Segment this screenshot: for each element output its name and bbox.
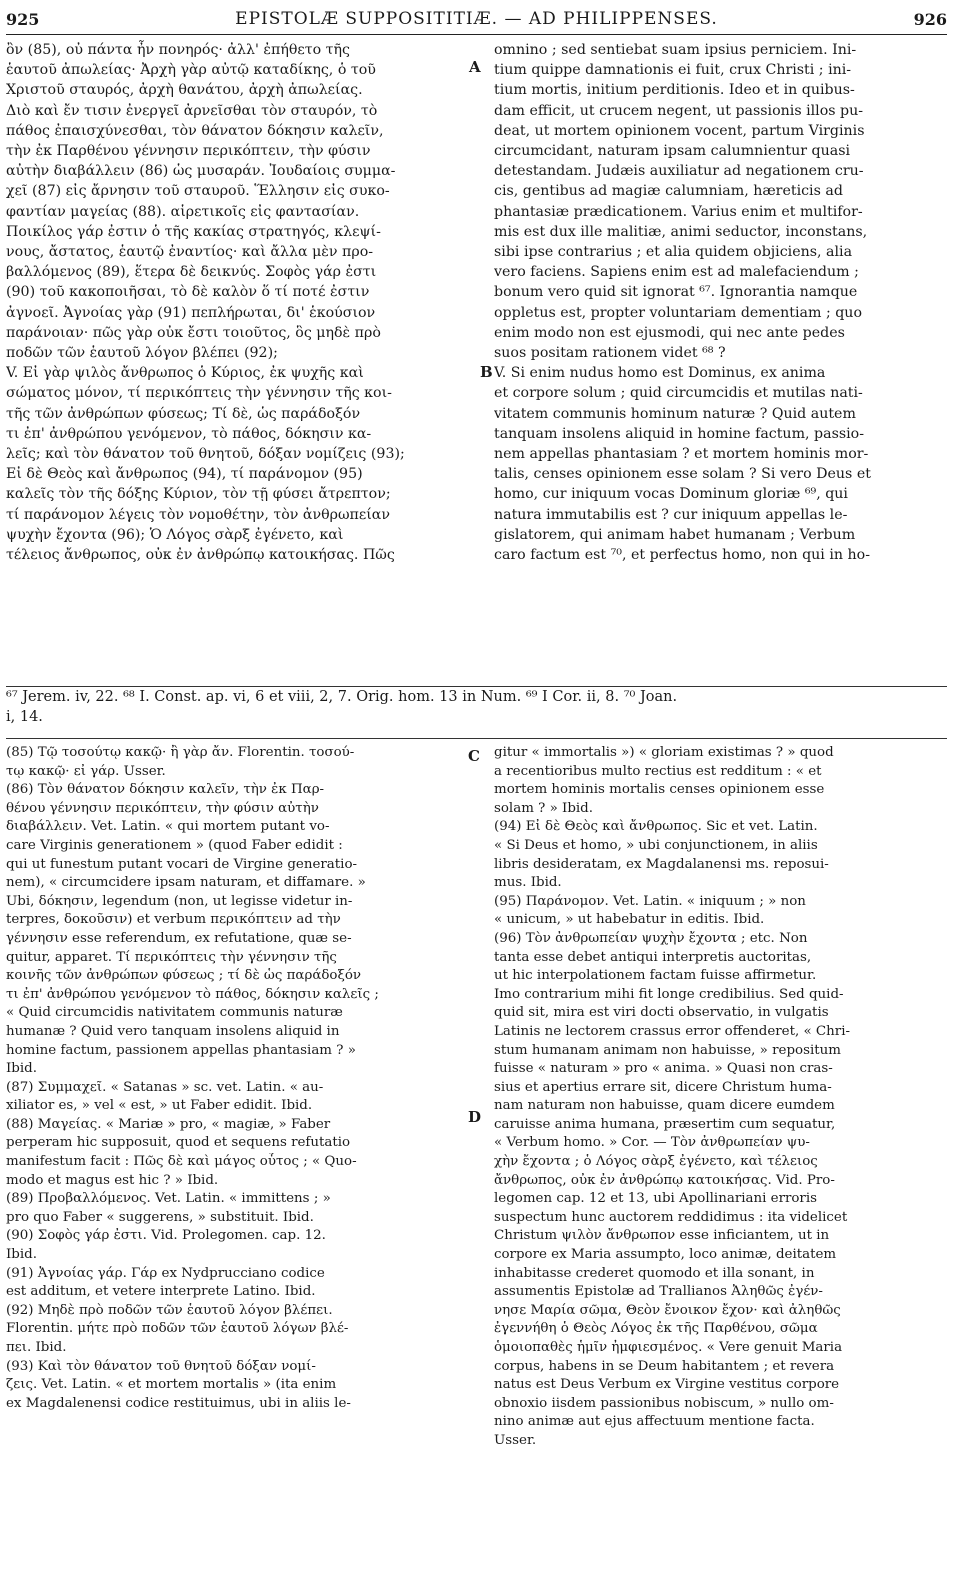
- greek-text-line: τί παράνομον λέγεις τὸν νομοθέτην, τὸν ἀνθρωπείαν: [6, 506, 390, 523]
- note-line: perperam hic supposuit, quod et sequens refutatio: [6, 1135, 351, 1151]
- greek-text-line: αὐτὴν διαβάλλειν (86) ὡς μυσαράν. Ἰουδαίοις συμμα-: [6, 163, 396, 180]
- note-line: (88) Μαγείας. « Mariæ » pro, « magiæ, » Faber: [6, 1116, 331, 1132]
- note-line: κοινῆς τῶν ἀνθρώπων φύσεως ; τί δὲ ὡς παράδοξόν: [6, 968, 362, 984]
- greek-text-line: καλεῖς τὸν τῆς δόξης Κύριον, τὸν τῇ φύσει ἄτρεπτον;: [6, 486, 391, 503]
- note-line: sius et apertius errare sit, dicere Christum huma-: [494, 1079, 832, 1095]
- running-header: [6, 4, 947, 35]
- note-line: corpus, habens in se Deum habitantem ; et revera: [494, 1358, 835, 1374]
- greek-text-line: ἀγνοεῖ. Ἀγνοίας γὰρ (91) πεπλήρωται, δι' ἑκούσιον: [6, 304, 376, 321]
- note-line: a recentioribus multo rectius est redditum : « et: [494, 763, 822, 779]
- note-line: Usser.: [494, 1432, 537, 1448]
- note-line: est additum, et vetere interprete Latino. Ibid.: [6, 1284, 316, 1300]
- latin-text-line: sibi ipse contrarius ; et alia quidem objiciens, alia: [494, 244, 853, 261]
- note-line: manifestum facit : Πῶς δὲ καὶ μάγος οὗτος ; « Quo-: [6, 1154, 357, 1170]
- note-line: pro quo Faber « suggerens, » substituit. Ibid.: [6, 1209, 314, 1225]
- greek-text-line: βαλλόμενος (89), ἕτερα δὲ δεικνύς. Σοφὸς γάρ ἐστι: [6, 264, 377, 281]
- latin-text-line: phantasiæ prædicationem. Varius enim et multifor-: [494, 203, 863, 220]
- latin-text-line: gislatorem, qui animam habet humanam ; Verbum: [494, 526, 856, 543]
- note-line: (92) Μηδὲ πρὸ ποδῶν τῶν ἑαυτοῦ λόγον βλέπει.: [6, 1302, 333, 1318]
- margin-letter-c: C: [468, 747, 480, 765]
- note-line: obnoxio iisdem passionibus nobiscum, » nullo om-: [494, 1395, 834, 1411]
- note-line: (85) Τῷ τοσούτῳ κακῷ· ἢ γὰρ ἄν. Florentin. τοσού-: [6, 745, 355, 760]
- scripture-references: [6, 686, 947, 731]
- note-line: Imo contrarium mihi fit longe credibilius. Sed quid-: [494, 986, 844, 1002]
- greek-text-line: Εἰ δὲ Θεὸς καὶ ἄνθρωπος (94), τί παράνομον (95): [6, 466, 363, 483]
- reference-line: i, 14.: [6, 709, 43, 725]
- greek-text-line: ἑαυτοῦ ἀπωλείας· Ἀρχὴ γὰρ αὐτῷ καταδίκης, ὁ τοῦ: [6, 62, 376, 79]
- latin-text-line: circumcidant, naturam ipsam calumnientur quasi: [494, 143, 851, 160]
- greek-text-line: παράνοιαν· πῶς γὰρ οὐκ ἔστι τοιοῦτος, ὃς μηδὲ πρὸ: [6, 324, 381, 341]
- note-line: quid sit, mira est viri docti observatio, in vulgatis: [494, 1005, 829, 1021]
- greek-text-line: τῆς τῶν ἀνθρώπων φύσεως; Τί δὲ, ὡς παράδοξόν: [6, 405, 361, 422]
- note-line: inhabitasse crederet quomodo et illa sonant, in: [494, 1265, 815, 1281]
- note-line: libris desideratam, ex Magdalanensi ms. reposui-: [494, 856, 829, 872]
- note-line: ut hic interpolationem factam fuisse affirmetur.: [494, 968, 817, 984]
- greek-text-line: τι ἐπ' ἀνθρώπου γενόμενον, τὸ πάθος, δόκησιν κα-: [6, 425, 372, 442]
- note-line: ex Magdalenensi codice restituimus, ubi in aliis le-: [6, 1395, 351, 1411]
- note-line: « Si Deus et homo, » ubi conjunctionem, in aliis: [494, 837, 818, 853]
- note-line: nem), « circumcidere ipsam naturam, et diffamare. »: [6, 875, 366, 891]
- note-line: homine factum, passionem appellas phantasiam ? »: [6, 1042, 356, 1058]
- latin-text-line: natura immutabilis est ? cur iniquum appellas le-: [494, 506, 848, 523]
- latin-text-line: tium quippe damnationis ei fuit, crux Christi ; ini-: [494, 62, 852, 79]
- greek-text-column: [6, 40, 464, 565]
- notes-right-column: [494, 744, 944, 1584]
- note-line: solam ? » Ibid.: [494, 800, 594, 816]
- note-line: caruisse anima humana, præsertim cum sequatur,: [494, 1116, 836, 1132]
- margin-letter-a: A: [469, 58, 481, 76]
- greek-text-line: νους, ἄστατος, ἑαυτῷ ἐναντίος· καὶ ἄλλα μὲν προ-: [6, 244, 374, 261]
- greek-text-line: Χριστοῦ σταυρός, ἀρχὴ θανάτου, ἀρχὴ ἀπωλείας.: [6, 82, 363, 99]
- note-line: (96) Τὸν ἀνθρωπείαν ψυχὴν ἔχοντα ; etc. Non: [494, 930, 808, 946]
- note-line: ἄνθρωπος, οὐκ ἐν ἀνθρώπῳ κατοικήσας. Vid. Pro-: [494, 1172, 835, 1188]
- note-line: mus. Ibid.: [494, 875, 562, 891]
- note-line: Ibid.: [6, 1061, 37, 1077]
- note-line: τῳ κακῷ· εἰ γάρ. Usser.: [6, 763, 166, 779]
- note-line: θένου γέννησιν περικόπτειν, τὴν φύσιν αὐτὴν: [6, 800, 319, 816]
- greek-text-line: τὴν ἐκ Παρθένου γέννησιν περικόπτειν, τὴν φύσιν: [6, 143, 371, 160]
- note-line: mortem hominis mortalis censes opinionem esse: [494, 782, 825, 798]
- note-line: (89) Προβαλλόμενος. Vet. Latin. « immittens ; »: [6, 1191, 331, 1207]
- note-line: (94) Εἰ δὲ Θεὸς καὶ ἄνθρωπος. Sic et vet. Latin.: [494, 819, 818, 835]
- note-line: Latinis ne lectorem crassus error offenderet, « Chri-: [494, 1023, 851, 1039]
- note-line: (91) Ἀγνοίας γάρ. Γάρ ex Nydprucciano codice: [6, 1265, 325, 1281]
- note-line: Christum ψιλὸν ἄνθρωπον esse inficiantem, ut in: [494, 1228, 830, 1244]
- note-line: διαβάλλειν. Vet. Latin. « qui mortem putant vo-: [6, 819, 330, 835]
- note-line: natus est Deus Verbum ex Virgine vestitus corpore: [494, 1377, 840, 1393]
- greek-text-line: Ποικίλος γάρ ἐστιν ὁ τῆς κακίας στρατηγός, κλεψί-: [6, 223, 381, 240]
- margin-letter-b: B: [480, 363, 493, 381]
- latin-text-line: detestandam. Judæis auxiliatur ad negationem cru-: [494, 163, 864, 180]
- note-line: γέννησιν esse referendum, ex refutatione, quæ se-: [6, 930, 352, 946]
- latin-text-line: caro factum est ⁷⁰, et perfectus homo, non qui in ho-: [494, 547, 871, 564]
- note-line: χὴν ἔχοντα ; ὁ Λόγος σὰρξ ἐγένετο, καὶ τέλειος: [494, 1154, 818, 1170]
- note-line: gitur « immortalis ») « gloriam existimas ? » quod: [494, 745, 834, 760]
- reference-line: ⁶⁷ Jerem. iv, 22. ⁶⁸ I. Const. ap. vi, 6 et viii, 2, 7. Orig. hom. 13 in Num. ⁶⁹ I Cor. ii, 8. ⁷⁰ Joan.: [6, 689, 678, 705]
- greek-text-line: ψυχὴν ἔχοντα (96); Ὁ Λόγος σὰρξ ἐγένετο, καὶ: [6, 526, 344, 543]
- note-line: (93) Καὶ τὸν θάνατον τοῦ θνητοῦ δόξαν νομί-: [6, 1358, 316, 1374]
- note-line: « Verbum homo. » Cor. — Τὸν ἀνθρωπείαν ψυ-: [494, 1135, 810, 1151]
- note-line: xiliator es, » vel « est, » ut Faber edidit. Ibid.: [6, 1098, 313, 1114]
- latin-text-line: vero faciens. Sapiens enim est ad malefaciendum ;: [494, 264, 859, 281]
- latin-text-line: suos positam rationem videt ⁶⁸ ?: [494, 345, 726, 362]
- right-page-number: 926: [913, 9, 947, 29]
- note-line: τι ἐπ' ἀνθρώπου γενόμενον τὸ πάθος, δόκησιν καλεῖς ;: [6, 986, 379, 1002]
- note-line: νησε Μαρία σῶμα, Θεὸν ἔνοικον ἔχον· καὶ ἀληθῶς: [494, 1302, 841, 1318]
- latin-text-line: oppletus est, propter voluntariam dementiam ; quo: [494, 304, 862, 321]
- latin-text-line: nem appellas phantasiam ? et mortem hominis mor-: [494, 446, 869, 463]
- latin-text-line: cis, gentibus ad magiæ calumniam, hæreticis ad: [494, 183, 843, 200]
- note-line: (90) Σοφὸς γάρ ἐστι. Vid. Prolegomen. cap. 12.: [6, 1228, 326, 1244]
- note-line: (95) Παράνομον. Vet. Latin. « iniquum ; » non: [494, 893, 806, 909]
- note-line: ἐγεννήθη ὁ Θεὸς Λόγος ἐκ τῆς Παρθένου, σῶμα: [494, 1321, 818, 1337]
- latin-text-line: talis, censes opinionem esse solam ? Si vero Deus et: [494, 466, 871, 483]
- latin-text-line: et corpore solum ; quid circumcidis et mutilas nati-: [494, 385, 863, 402]
- note-line: πει. Ibid.: [6, 1340, 67, 1355]
- greek-text-line: λεῖς; καὶ τὸν θάνατον τοῦ θνητοῦ, δόξαν νομίζεις (93);: [6, 446, 405, 463]
- greek-text-line: Διὸ καὶ ἔν τισιν ἐνεργεῖ ἀρνεῖσθαι τὸν σταυρόν, τὸ: [6, 102, 378, 119]
- greek-text-line: (90) τοῦ κακοποιῆσαι, τὸ δὲ καλὸν ὅ τί ποτέ ἐστιν: [6, 284, 370, 301]
- note-line: ζεις. Vet. Latin. « et mortem mortalis » (ita enim: [6, 1377, 337, 1393]
- note-line: care Virginis generationem » (quod Faber edidit :: [6, 837, 343, 853]
- note-line: tanta esse debet antiqui interpretis auctoritas,: [494, 949, 812, 965]
- greek-text-line: V. Εἰ γὰρ ψιλὸς ἄνθρωπος ὁ Κύριος, ἐκ ψυχῆς καὶ: [6, 365, 364, 382]
- latin-text-line: tanquam insolens aliquid in homine factum, passio-: [494, 425, 865, 442]
- note-line: (87) Συμμαχεῖ. « Satanas » sc. vet. Latin. « au-: [6, 1079, 324, 1095]
- latin-text-line: V. Si enim nudus homo est Dominus, ex anima: [494, 365, 826, 382]
- note-line: Ubi, δόκησιν, legendum (non, ut legisse videtur in-: [6, 893, 353, 909]
- note-line: Ibid.: [6, 1247, 37, 1263]
- greek-text-line: τέλειος ἄνθρωπος, οὐκ ἐν ἀνθρώπῳ κατοικήσας. Πῶς: [6, 547, 395, 564]
- note-line: quitur, apparet. Τί περικόπτεις τὴν γέννησιν τῆς: [6, 949, 337, 965]
- note-line: nam naturam non habuisse, quam dicere eumdem: [494, 1098, 835, 1114]
- note-line: (86) Τὸν θάνατον δόκησιν καλεῖν, τὴν ἐκ Παρ-: [6, 782, 325, 798]
- latin-text-line: omnino ; sed sentiebat suam ipsius perniciem. Ini-: [494, 42, 857, 58]
- latin-text-line: deat, ut mortem opinionem vocent, partum Virginis: [494, 122, 865, 139]
- note-line: suspectum hunc auctorem reddidimus : ita videlicet: [494, 1209, 848, 1225]
- left-page-number: 925: [6, 9, 40, 29]
- greek-text-line: ποδῶν τῶν ἑαυτοῦ λόγον βλέπει (92);: [6, 345, 278, 362]
- note-line: nino animæ aut ejus affectuum mentione facta.: [494, 1414, 815, 1430]
- latin-text-line: vitatem communis hominum naturæ ? Quid autem: [494, 405, 856, 422]
- notes-left-column: [6, 744, 464, 1584]
- note-line: assumentis Epistolæ ad Trallianos Ἀληθῶς ἐγέν-: [494, 1284, 823, 1300]
- latin-text-line: homo, cur iniquum vocas Dominum gloriæ ⁶⁹, qui: [494, 486, 848, 503]
- note-line: modo et magus est hic ? » Ibid.: [6, 1172, 219, 1188]
- note-line: « unicum, » ut habebatur in editis. Ibid.: [494, 912, 765, 928]
- latin-text-line: enim modo non est ejusmodi, qui nec ante pedes: [494, 324, 845, 341]
- greek-text-line: πάθος ἐπαισχύνεσθαι, τὸν θάνατον δόκησιν καλεῖν,: [6, 122, 384, 139]
- notes-divider: [6, 738, 947, 739]
- margin-letter-d: D: [468, 1108, 482, 1126]
- latin-text-line: bonum vero quid sit ignorat ⁶⁷. Ignorantia namque: [494, 284, 858, 301]
- greek-text-line: φαντίαν μαγείας (88). αἱρετικοῖς εἰς φαντασίαν.: [6, 203, 360, 220]
- note-line: « Quid circumcidis nativitatem communis naturæ: [6, 1005, 343, 1021]
- note-line: qui ut funestum putant vocari de Virgine generatio-: [6, 856, 358, 872]
- note-line: ὁμοιοπαθὲς ἡμῖν ἠμφιεσμένος. « Vere genuit Maria: [494, 1340, 843, 1355]
- greek-text-line: ὂν (85), οὐ πάντα ἦν πονηρός· ἀλλ' ἐπήθετο τῆς: [6, 42, 350, 58]
- note-line: Florentin. μήτε πρὸ ποδῶν τῶν ἑαυτοῦ λόγων βλέ-: [6, 1321, 349, 1337]
- note-line: legomen cap. 12 et 13, ubi Apollinariani erroris: [494, 1191, 817, 1207]
- greek-text-line: σώματος μόνον, τί περικόπτεις τὴν γέννησιν τῆς κοι-: [6, 385, 392, 402]
- latin-text-line: dam efficit, ut crucem negent, ut passionis illos pu-: [494, 102, 864, 119]
- note-line: stum humanam animam non habuisse, » repositum: [494, 1042, 841, 1058]
- latin-text-column: [494, 40, 944, 565]
- greek-text-line: χεῖ (87) εἰς ἄρνησιν τοῦ σταυροῦ. Ἕλλησιν εἰς συκο-: [6, 183, 390, 200]
- latin-text-line: tium mortis, initium perditionis. Ideo et in quibus-: [494, 82, 855, 99]
- note-line: humanæ ? Quid vero tanquam insolens aliquid in: [6, 1023, 340, 1039]
- running-title: EPISTOLÆ SUPPOSITITIÆ. — AD PHILIPPENSES.: [235, 9, 718, 29]
- note-line: terpres, δοκοῦσιν) et verbum περικόπτειν ad τὴν: [6, 912, 341, 928]
- note-line: corpore ex Maria assumpto, loco animæ, deitatem: [494, 1247, 837, 1263]
- note-line: fuisse « naturam » pro « anima. » Quasi non cras-: [494, 1061, 833, 1077]
- latin-text-line: mis est dux ille malitiæ, animi seductor, inconstans,: [494, 223, 868, 240]
